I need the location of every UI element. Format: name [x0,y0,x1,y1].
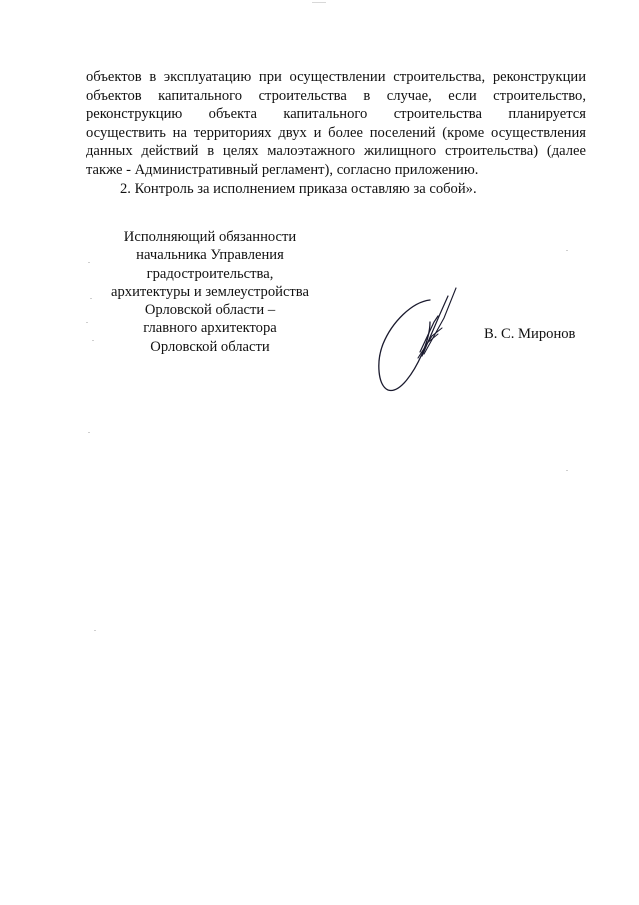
scan-speck [86,322,88,323]
signer-name: В. С. Миронов [484,326,576,342]
signatory-title-line: начальника Управления [136,247,284,264]
scan-speck [94,630,96,631]
scan-speck [88,262,90,263]
signatory-title-line: градостроительства, [146,265,274,282]
scan-mark [312,2,326,3]
signatory-title-block [110,228,310,356]
signatory-title-line: архитектуры и землеустройства [111,283,309,300]
body-line: объектов капитального строительства в случае, если строительство, [86,87,586,104]
scan-speck [90,298,92,299]
body-line: объектов в эксплуатацию при осуществлении строительства, реконструкции [86,69,586,85]
scan-speck [566,470,568,471]
handwritten-signature [368,282,468,394]
signatory-title-line: главного архитектора [143,320,277,337]
signatory-title-line: Орловской области [150,338,270,355]
scan-speck [88,432,90,433]
signatory-title-line: Орловской области – [144,302,276,319]
scan-speck [566,250,568,251]
body-line: осуществить на территориях двух и более поселений (кроме осуществления [86,124,586,141]
body-line: реконструкцию объекта капитального строительства планируется [86,106,586,123]
control-clause: 2. Контроль за исполнением приказа оставляю за собой». [120,180,477,197]
order-body-text [86,68,586,198]
scan-speck [92,340,94,341]
signatory-title-line: Исполняющий обязанности [123,229,297,245]
body-line: также - Административный регламент), согласно приложению. [86,161,479,178]
body-line: данных действий в целях малоэтажного жилищного строительства) (далее [86,143,586,160]
